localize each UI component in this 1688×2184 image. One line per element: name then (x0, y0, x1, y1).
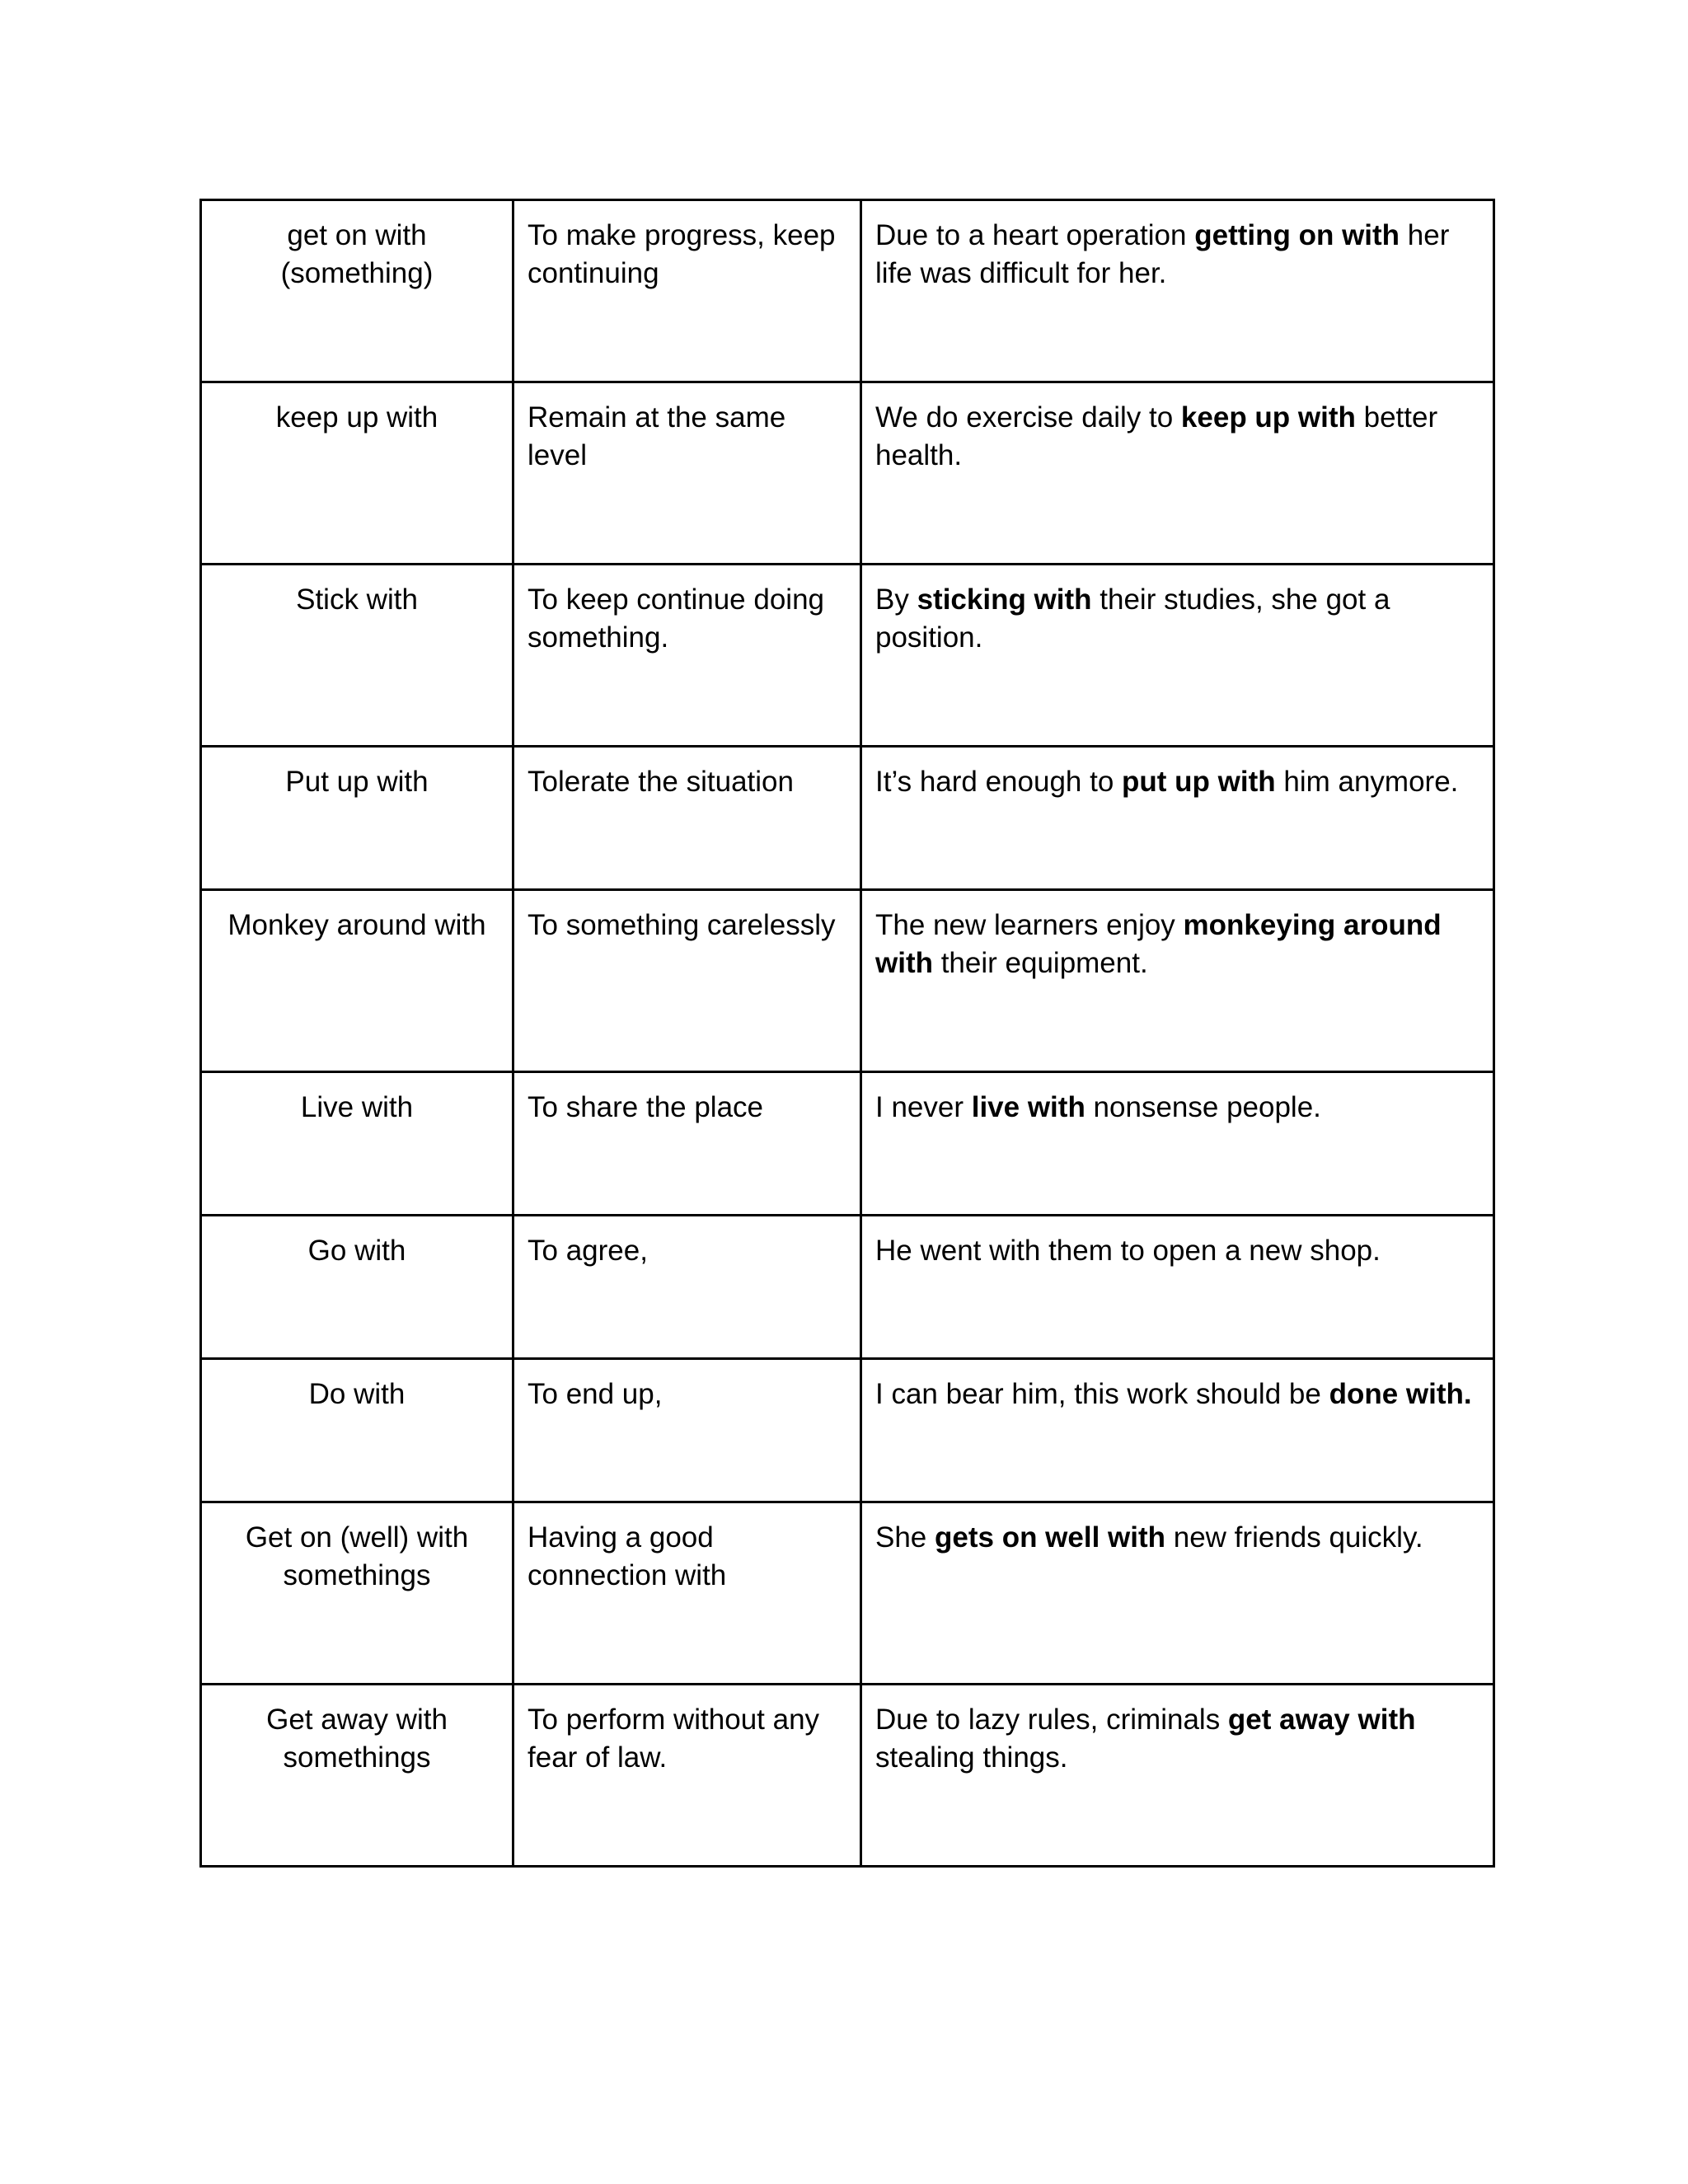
example-text: I never (875, 1091, 972, 1123)
phrase-cell: Put up with (201, 747, 513, 890)
table-row (201, 1502, 1494, 1685)
example-cell (861, 382, 1494, 565)
table-row (201, 1685, 1494, 1867)
meaning-cell: Having a good connection with (513, 1502, 861, 1685)
example-text: nonsense people. (1085, 1091, 1321, 1123)
example-highlight: monkeying around with (875, 909, 1442, 979)
meaning-cell: Tolerate the situation (513, 747, 861, 890)
meaning-cell: To end up, (513, 1359, 861, 1502)
example-text: their studies, she got a position. (875, 583, 1390, 654)
example-text: new friends quickly. (1165, 1521, 1423, 1554)
example-cell (861, 1685, 1494, 1867)
example-text: It’s hard enough to (875, 766, 1123, 798)
example-cell (861, 1216, 1494, 1359)
example-text: I can bear him, this work should be (875, 1378, 1329, 1410)
example-highlight: getting on with (1194, 219, 1400, 251)
example-text: The new learners enjoy (875, 909, 1184, 941)
example-cell (861, 565, 1494, 747)
example-cell (861, 1502, 1494, 1685)
meaning-cell: To agree, (513, 1216, 861, 1359)
table-row (201, 1359, 1494, 1502)
meaning-cell: To perform without any fear of law. (513, 1685, 861, 1867)
meaning-cell: To make progress, keep continuing (513, 200, 861, 382)
example-text: better health. (875, 401, 1438, 471)
table-body (201, 200, 1494, 1867)
phrase-cell: Do with (201, 1359, 513, 1502)
table-row (201, 565, 1494, 747)
example-text: their equipment. (932, 947, 1148, 979)
phrase-cell: Get away with somethings (201, 1685, 513, 1867)
example-highlight: done with. (1329, 1378, 1472, 1410)
example-cell (861, 890, 1494, 1072)
phrase-cell: Go with (201, 1216, 513, 1359)
example-cell (861, 747, 1494, 890)
table-row (201, 200, 1494, 382)
phrase-cell: keep up with (201, 382, 513, 565)
example-highlight: gets on well with (935, 1521, 1166, 1554)
example-highlight: sticking with (917, 583, 1092, 616)
example-text: her life was difficult for her. (875, 219, 1450, 289)
example-text: Due to lazy rules, criminals (875, 1704, 1228, 1736)
phrase-cell: Get on (well) with somethings (201, 1502, 513, 1685)
example-cell (861, 1359, 1494, 1502)
example-highlight: get away with (1227, 1704, 1416, 1736)
meaning-cell: To something carelessly (513, 890, 861, 1072)
phrase-cell: Stick with (201, 565, 513, 747)
example-text: stealing things. (875, 1741, 1068, 1774)
phrase-cell: get on with (something) (201, 200, 513, 382)
example-highlight: live with (971, 1091, 1085, 1123)
example-text: Due to a heart operation (875, 219, 1195, 251)
example-text: She (875, 1521, 935, 1554)
example-highlight: put up with (1122, 766, 1276, 798)
example-text: He went with them to open a new shop. (875, 1235, 1381, 1267)
meaning-cell: To keep continue doing something. (513, 565, 861, 747)
example-text: By (875, 583, 917, 616)
table-row (201, 747, 1494, 890)
table-row (201, 890, 1494, 1072)
example-cell (861, 200, 1494, 382)
example-text: him anymore. (1275, 766, 1459, 798)
phrase-cell: Live with (201, 1072, 513, 1216)
meaning-cell: Remain at the same level (513, 382, 861, 565)
example-highlight: keep up with (1180, 401, 1356, 434)
phrase-cell: Monkey around with (201, 890, 513, 1072)
example-cell (861, 1072, 1494, 1216)
phrasal-verb-table (199, 199, 1495, 1868)
table-row (201, 1072, 1494, 1216)
meaning-cell: To share the place (513, 1072, 861, 1216)
table-row (201, 1216, 1494, 1359)
example-text: We do exercise daily to (875, 401, 1181, 434)
table-row (201, 382, 1494, 565)
